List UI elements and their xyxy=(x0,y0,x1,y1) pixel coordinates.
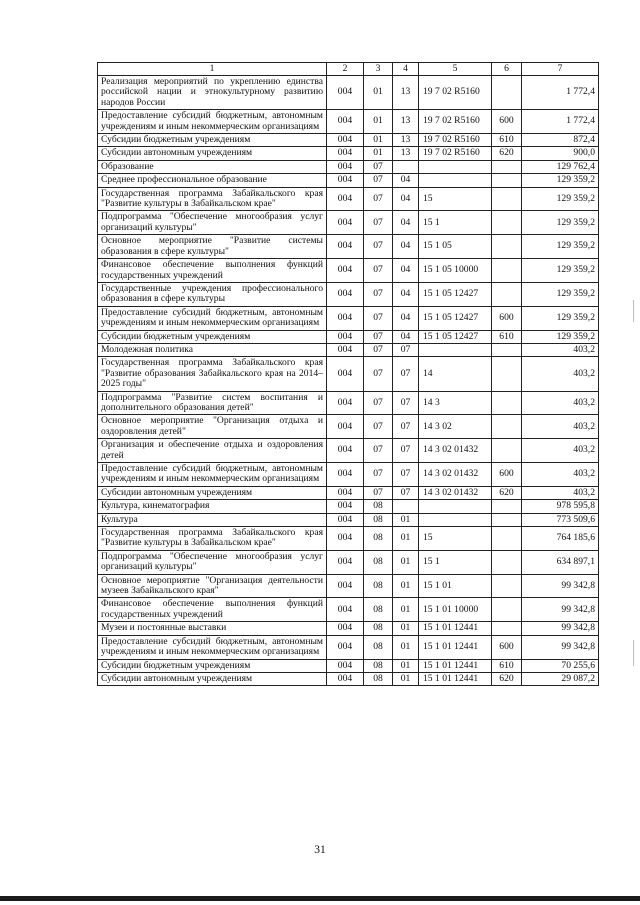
expense-type-cell: 600 xyxy=(492,463,522,487)
amount-cell: 129 359,2 xyxy=(522,330,599,343)
target-article-cell: 15 1 05 xyxy=(419,235,492,259)
table-row xyxy=(98,211,599,235)
admin-code-cell: 004 xyxy=(327,235,364,259)
admin-code-cell: 004 xyxy=(327,147,364,160)
subsection-cell: 04 xyxy=(393,187,419,211)
target-article-cell: 15 xyxy=(419,187,492,211)
subsection-cell: 04 xyxy=(393,211,419,235)
expense-type-cell xyxy=(492,187,522,211)
amount-cell: 403,2 xyxy=(522,439,599,463)
section-cell: 01 xyxy=(364,134,393,147)
amount-cell: 773 509,6 xyxy=(522,513,599,526)
table-row xyxy=(98,574,599,598)
expense-type-cell xyxy=(492,174,522,187)
subsection-cell: 01 xyxy=(393,672,419,685)
expense-type-cell: 610 xyxy=(492,134,522,147)
target-article-cell: 15 1 xyxy=(419,211,492,235)
table-row xyxy=(98,391,599,415)
subsection-cell: 07 xyxy=(393,463,419,487)
section-cell: 07 xyxy=(364,282,393,306)
expense-type-cell xyxy=(492,598,522,622)
table-row xyxy=(98,110,599,134)
expense-type-cell: 600 xyxy=(492,306,522,330)
row-name-cell: Субсидии бюджетным учреждениям xyxy=(98,134,327,147)
row-name-cell: Субсидии бюджетным учреждениям xyxy=(98,659,327,672)
table-row xyxy=(98,174,599,187)
target-article-cell: 19 7 02 R5160 xyxy=(419,147,492,160)
target-article-cell: 15 1 01 12441 xyxy=(419,622,492,635)
row-name-cell: Государственная программа Забайкальского края "Развитие культуры в Забайкальском крае" xyxy=(98,527,327,551)
target-article-cell: 14 3 xyxy=(419,391,492,415)
admin-code-cell: 004 xyxy=(327,598,364,622)
row-name-cell: Реализация мероприятий по укреплению единства российской нации и этнокультурному развитию народов России xyxy=(98,76,327,110)
expense-type-cell xyxy=(492,550,522,574)
amount-cell: 99 342,8 xyxy=(522,622,599,635)
header-cell: 3 xyxy=(364,63,393,76)
admin-code-cell: 004 xyxy=(327,622,364,635)
budget-table-container xyxy=(97,62,598,686)
amount-cell: 129 359,2 xyxy=(522,259,599,283)
amount-cell: 129 359,2 xyxy=(522,211,599,235)
section-cell: 01 xyxy=(364,110,393,134)
target-article-cell: 14 3 02 01432 xyxy=(419,439,492,463)
admin-code-cell: 004 xyxy=(327,439,364,463)
table-body xyxy=(98,76,599,686)
expense-type-cell: 600 xyxy=(492,635,522,659)
admin-code-cell: 004 xyxy=(327,211,364,235)
section-cell: 08 xyxy=(364,659,393,672)
expense-type-cell xyxy=(492,574,522,598)
page-number: 31 xyxy=(314,844,326,856)
subsection-cell: 13 xyxy=(393,134,419,147)
row-name-cell: Культура, кинематография xyxy=(98,500,327,513)
row-name-cell: Государственные учреждения профессионального образования в сфере культуры xyxy=(98,282,327,306)
section-cell: 07 xyxy=(364,306,393,330)
section-cell: 07 xyxy=(364,330,393,343)
expense-type-cell xyxy=(492,259,522,283)
row-name-cell: Среднее профессиональное образование xyxy=(98,174,327,187)
admin-code-cell: 004 xyxy=(327,357,364,391)
target-article-cell: 19 7 02 R5160 xyxy=(419,134,492,147)
section-cell: 07 xyxy=(364,415,393,439)
admin-code-cell: 004 xyxy=(327,76,364,110)
amount-cell: 403,2 xyxy=(522,343,599,356)
subsection-cell: 07 xyxy=(393,343,419,356)
target-article-cell: 14 3 02 01432 xyxy=(419,486,492,499)
subsection-cell: 01 xyxy=(393,598,419,622)
expense-type-cell: 620 xyxy=(492,147,522,160)
expense-type-cell xyxy=(492,282,522,306)
row-name-cell: Субсидии автономным учреждениям xyxy=(98,147,327,160)
expense-type-cell xyxy=(492,357,522,391)
table-row xyxy=(98,672,599,685)
budget-table xyxy=(97,62,599,686)
subsection-cell: 07 xyxy=(393,391,419,415)
target-article-cell: 15 1 05 12427 xyxy=(419,282,492,306)
expense-type-cell xyxy=(492,622,522,635)
admin-code-cell: 004 xyxy=(327,160,364,173)
expense-type-cell xyxy=(492,439,522,463)
expense-type-cell xyxy=(492,343,522,356)
subsection-cell: 04 xyxy=(393,330,419,343)
header-cell: 1 xyxy=(98,63,327,76)
target-article-cell: 14 xyxy=(419,357,492,391)
amount-cell: 129 359,2 xyxy=(522,235,599,259)
target-article-cell: 14 3 02 xyxy=(419,415,492,439)
subsection-cell: 01 xyxy=(393,659,419,672)
amount-cell: 403,2 xyxy=(522,486,599,499)
section-cell: 07 xyxy=(364,211,393,235)
table-row xyxy=(98,415,599,439)
section-cell: 08 xyxy=(364,550,393,574)
table-row xyxy=(98,622,599,635)
subsection-cell: 07 xyxy=(393,439,419,463)
admin-code-cell: 004 xyxy=(327,500,364,513)
target-article-cell: 15 1 01 xyxy=(419,574,492,598)
table-row xyxy=(98,76,599,110)
section-cell: 08 xyxy=(364,672,393,685)
table-row xyxy=(98,134,599,147)
header-cell: 5 xyxy=(419,63,492,76)
row-name-cell: Музеи и постоянные выставки xyxy=(98,622,327,635)
section-cell: 07 xyxy=(364,343,393,356)
amount-cell: 403,2 xyxy=(522,415,599,439)
section-cell: 01 xyxy=(364,147,393,160)
subsection-cell: 04 xyxy=(393,235,419,259)
table-header-row xyxy=(98,63,599,76)
table-row xyxy=(98,659,599,672)
row-name-cell: Основное мероприятие "Организация деятельности музеев Забайкальского края" xyxy=(98,574,327,598)
admin-code-cell: 004 xyxy=(327,635,364,659)
section-cell: 07 xyxy=(364,439,393,463)
subsection-cell: 13 xyxy=(393,110,419,134)
subsection-cell: 04 xyxy=(393,306,419,330)
subsection-cell: 01 xyxy=(393,574,419,598)
table-row xyxy=(98,147,599,160)
target-article-cell: 15 1 05 12427 xyxy=(419,330,492,343)
amount-cell: 99 342,8 xyxy=(522,598,599,622)
row-name-cell: Организация и обеспечение отдыха и оздоровления детей xyxy=(98,439,327,463)
row-name-cell: Подпрограмма "Обеспечение многообразия услуг организаций культуры" xyxy=(98,550,327,574)
amount-cell: 129 359,2 xyxy=(522,282,599,306)
subsection-cell: 01 xyxy=(393,622,419,635)
expense-type-cell: 600 xyxy=(492,110,522,134)
table-row xyxy=(98,282,599,306)
admin-code-cell: 004 xyxy=(327,343,364,356)
row-name-cell: Финансовое обеспечение выполнения функций государственных учреждений xyxy=(98,259,327,283)
expense-type-cell xyxy=(492,415,522,439)
target-article-cell: 15 xyxy=(419,527,492,551)
amount-cell: 129 359,2 xyxy=(522,174,599,187)
amount-cell: 99 342,8 xyxy=(522,574,599,598)
section-cell: 07 xyxy=(364,486,393,499)
admin-code-cell: 004 xyxy=(327,486,364,499)
subsection-cell: 07 xyxy=(393,357,419,391)
scan-artifact xyxy=(633,300,634,322)
table-row xyxy=(98,187,599,211)
section-cell: 07 xyxy=(364,259,393,283)
admin-code-cell: 004 xyxy=(327,134,364,147)
expense-type-cell xyxy=(492,211,522,235)
row-name-cell: Финансовое обеспечение выполнения функций государственных учреждений xyxy=(98,598,327,622)
amount-cell: 978 595,8 xyxy=(522,500,599,513)
target-article-cell: 14 3 02 01432 xyxy=(419,463,492,487)
section-cell: 07 xyxy=(364,391,393,415)
admin-code-cell: 004 xyxy=(327,391,364,415)
amount-cell: 70 255,6 xyxy=(522,659,599,672)
admin-code-cell: 004 xyxy=(327,330,364,343)
section-cell: 08 xyxy=(364,500,393,513)
target-article-cell: 15 1 05 10000 xyxy=(419,259,492,283)
table-row xyxy=(98,330,599,343)
row-name-cell: Молодежная политика xyxy=(98,343,327,356)
expense-type-cell xyxy=(492,160,522,173)
expense-type-cell xyxy=(492,513,522,526)
amount-cell: 403,2 xyxy=(522,463,599,487)
subsection-cell: 04 xyxy=(393,174,419,187)
amount-cell: 634 897,1 xyxy=(522,550,599,574)
row-name-cell: Государственная программа Забайкальского края "Развитие культуры в Забайкальском крае" xyxy=(98,187,327,211)
row-name-cell: Подпрограмма "Обеспечение многообразия услуг организаций культуры" xyxy=(98,211,327,235)
table-row xyxy=(98,235,599,259)
admin-code-cell: 004 xyxy=(327,574,364,598)
target-article-cell: 15 1 01 12441 xyxy=(419,635,492,659)
expense-type-cell: 620 xyxy=(492,672,522,685)
section-cell: 08 xyxy=(364,574,393,598)
subsection-cell: 13 xyxy=(393,76,419,110)
subsection-cell: 04 xyxy=(393,259,419,283)
row-name-cell: Основное мероприятие "Организация отдыха и оздоровления детей" xyxy=(98,415,327,439)
table-row xyxy=(98,439,599,463)
table-row xyxy=(98,513,599,526)
expense-type-cell: 620 xyxy=(492,486,522,499)
admin-code-cell: 004 xyxy=(327,659,364,672)
section-cell: 07 xyxy=(364,235,393,259)
amount-cell: 872,4 xyxy=(522,134,599,147)
row-name-cell: Государственная программа Забайкальского края "Развитие образования Забайкальского края на 2014–2025 годы" xyxy=(98,357,327,391)
table-row xyxy=(98,306,599,330)
expense-type-cell: 610 xyxy=(492,659,522,672)
admin-code-cell: 004 xyxy=(327,174,364,187)
target-article-cell: 15 1 01 12441 xyxy=(419,659,492,672)
subsection-cell: 07 xyxy=(393,415,419,439)
admin-code-cell: 004 xyxy=(327,306,364,330)
amount-cell: 129 762,4 xyxy=(522,160,599,173)
admin-code-cell: 004 xyxy=(327,527,364,551)
section-cell: 01 xyxy=(364,76,393,110)
section-cell: 07 xyxy=(364,463,393,487)
table-row xyxy=(98,463,599,487)
table-row xyxy=(98,343,599,356)
header-cell: 2 xyxy=(327,63,364,76)
expense-type-cell xyxy=(492,527,522,551)
target-article-cell xyxy=(419,343,492,356)
section-cell: 08 xyxy=(364,598,393,622)
target-article-cell xyxy=(419,513,492,526)
table-row xyxy=(98,500,599,513)
admin-code-cell: 004 xyxy=(327,550,364,574)
subsection-cell xyxy=(393,160,419,173)
section-cell: 08 xyxy=(364,635,393,659)
amount-cell: 1 772,4 xyxy=(522,110,599,134)
target-article-cell xyxy=(419,500,492,513)
target-article-cell: 15 1 01 10000 xyxy=(419,598,492,622)
header-cell: 4 xyxy=(393,63,419,76)
amount-cell: 129 359,2 xyxy=(522,187,599,211)
target-article-cell xyxy=(419,174,492,187)
admin-code-cell: 004 xyxy=(327,282,364,306)
admin-code-cell: 004 xyxy=(327,259,364,283)
table-row xyxy=(98,357,599,391)
row-name-cell: Образование xyxy=(98,160,327,173)
admin-code-cell: 004 xyxy=(327,415,364,439)
row-name-cell: Субсидии автономным учреждениям xyxy=(98,486,327,499)
header-cell: 6 xyxy=(492,63,522,76)
amount-cell: 764 185,6 xyxy=(522,527,599,551)
amount-cell: 403,2 xyxy=(522,391,599,415)
bottom-scan-border xyxy=(0,896,640,901)
row-name-cell: Основное мероприятие "Развитие системы образования в сфере культуры" xyxy=(98,235,327,259)
subsection-cell: 01 xyxy=(393,635,419,659)
table-row xyxy=(98,527,599,551)
section-cell: 07 xyxy=(364,174,393,187)
subsection-cell: 07 xyxy=(393,486,419,499)
amount-cell: 99 342,8 xyxy=(522,635,599,659)
admin-code-cell: 004 xyxy=(327,513,364,526)
amount-cell: 403,2 xyxy=(522,357,599,391)
target-article-cell xyxy=(419,160,492,173)
row-name-cell: Субсидии бюджетным учреждениям xyxy=(98,330,327,343)
section-cell: 07 xyxy=(364,160,393,173)
table-row xyxy=(98,259,599,283)
amount-cell: 129 359,2 xyxy=(522,306,599,330)
section-cell: 08 xyxy=(364,527,393,551)
table-row xyxy=(98,635,599,659)
expense-type-cell xyxy=(492,235,522,259)
admin-code-cell: 004 xyxy=(327,672,364,685)
amount-cell: 1 772,4 xyxy=(522,76,599,110)
row-name-cell: Культура xyxy=(98,513,327,526)
subsection-cell: 01 xyxy=(393,527,419,551)
expense-type-cell xyxy=(492,391,522,415)
table-row xyxy=(98,550,599,574)
subsection-cell: 13 xyxy=(393,147,419,160)
table-row xyxy=(98,160,599,173)
row-name-cell: Предоставление субсидий бюджетным, автономным учреждениям и иным некоммерческим организациям xyxy=(98,463,327,487)
scan-artifact xyxy=(633,640,634,666)
section-cell: 07 xyxy=(364,187,393,211)
subsection-cell xyxy=(393,500,419,513)
row-name-cell: Субсидии автономным учреждениям xyxy=(98,672,327,685)
row-name-cell: Предоставление субсидий бюджетным, автономным учреждениям и иным некоммерческим организациям xyxy=(98,635,327,659)
expense-type-cell xyxy=(492,500,522,513)
header-cell: 7 xyxy=(522,63,599,76)
subsection-cell: 01 xyxy=(393,513,419,526)
section-cell: 08 xyxy=(364,622,393,635)
target-article-cell: 15 1 01 12441 xyxy=(419,672,492,685)
section-cell: 08 xyxy=(364,513,393,526)
admin-code-cell: 004 xyxy=(327,110,364,134)
expense-type-cell xyxy=(492,76,522,110)
subsection-cell: 01 xyxy=(393,550,419,574)
section-cell: 07 xyxy=(364,357,393,391)
row-name-cell: Подпрограмма "Развитие систем воспитания и дополнительного образования детей" xyxy=(98,391,327,415)
admin-code-cell: 004 xyxy=(327,187,364,211)
table-row xyxy=(98,598,599,622)
row-name-cell: Предоставление субсидий бюджетным, автономным учреждениям и иным некоммерческим организациям xyxy=(98,110,327,134)
admin-code-cell: 004 xyxy=(327,463,364,487)
subsection-cell: 04 xyxy=(393,282,419,306)
row-name-cell: Предоставление субсидий бюджетным, автономным учреждениям и иным некоммерческим организациям xyxy=(98,306,327,330)
target-article-cell: 15 1 05 12427 xyxy=(419,306,492,330)
target-article-cell: 19 7 02 R5160 xyxy=(419,110,492,134)
target-article-cell: 15 1 xyxy=(419,550,492,574)
expense-type-cell: 610 xyxy=(492,330,522,343)
amount-cell: 900,0 xyxy=(522,147,599,160)
target-article-cell: 19 7 02 R5160 xyxy=(419,76,492,110)
amount-cell: 29 087,2 xyxy=(522,672,599,685)
table-row xyxy=(98,486,599,499)
